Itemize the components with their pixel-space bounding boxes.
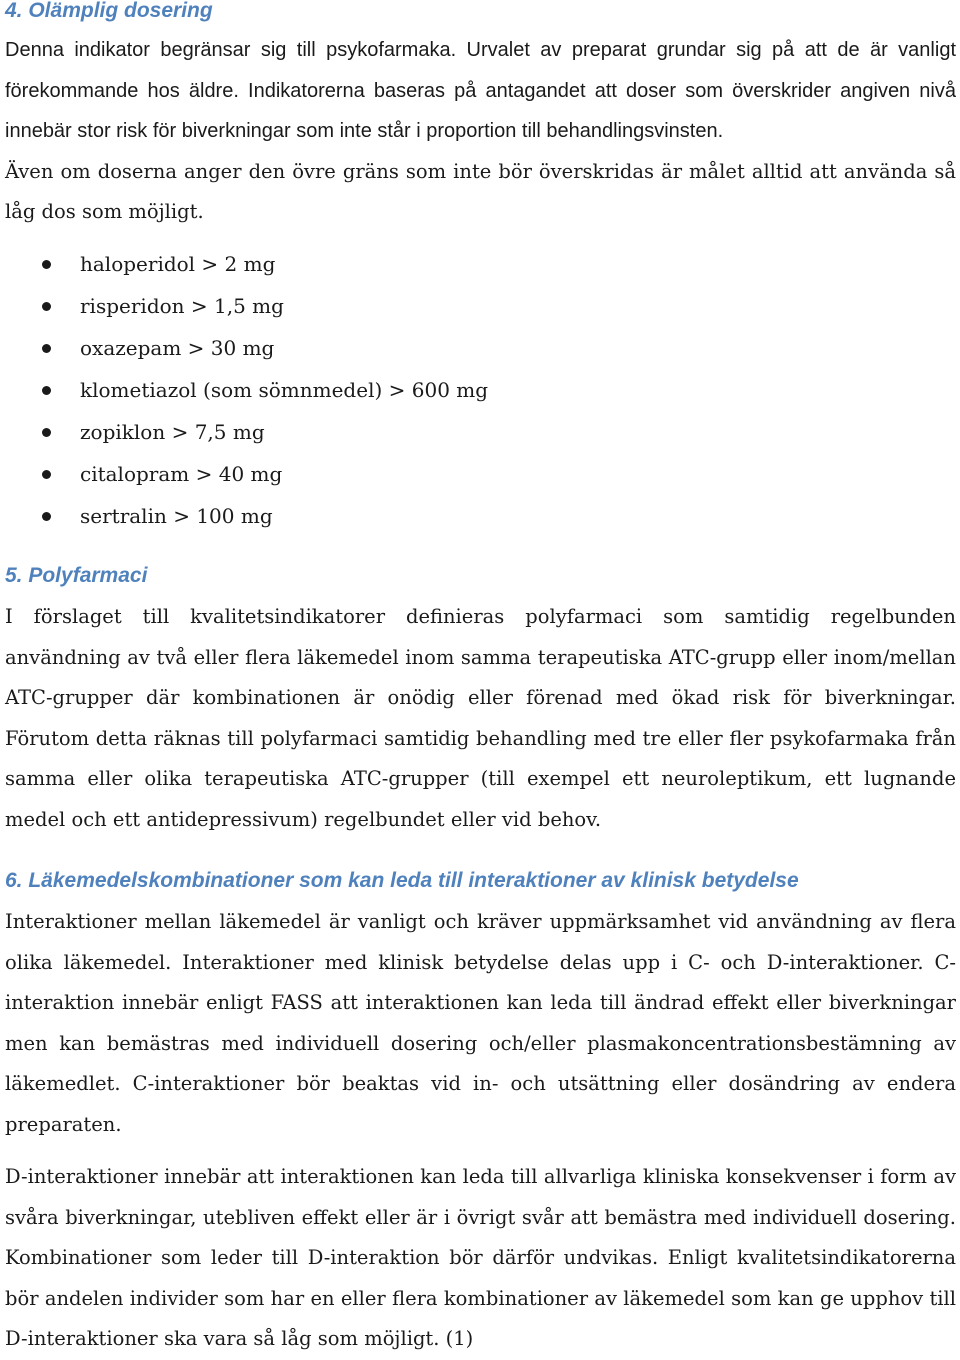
bullet-icon xyxy=(42,386,51,395)
section-4-intro-continued: Även om doserna anger den övre gräns som inte bör överskridas är målet alltid att använda så låg dos som möjligt. xyxy=(5,159,956,223)
list-item-text: oxazepam > 30 mg xyxy=(80,336,275,360)
list-item xyxy=(5,243,956,285)
list-item-text: klometiazol (som sömnmedel) > 600 mg xyxy=(80,378,489,402)
list-item-text: sertralin > 100 mg xyxy=(80,504,273,528)
bullet-icon xyxy=(42,260,51,269)
bullet-icon xyxy=(42,428,51,437)
bullet-icon xyxy=(42,512,51,521)
bullet-icon xyxy=(42,470,51,479)
list-item-text: zopiklon > 7,5 mg xyxy=(80,420,265,444)
list-item-text: citalopram > 40 mg xyxy=(80,462,283,486)
section-6-body-1: Interaktioner mellan läkemedel är vanligt och kräver uppmärksamhet vid användning av flera olika läkemedel. Interaktioner med klinisk betydelse delas upp i C- och D-interaktioner. C-interaktion innebär enligt FASS att interaktionen kan leda till ändrad effekt eller biverkningar men kan bemästras med individuell dosering och/eller plasmakoncentrationsbestämning av läkemedlet. C-interaktioner bör beaktas vid in- och utsättning eller dosändring av endera preparaten. xyxy=(5,910,956,1136)
section-5-heading: 5. Polyfarmaci xyxy=(5,564,148,587)
list-item xyxy=(5,285,956,327)
section-6-body-2: D-interaktioner innebär att interaktionen kan leda till allvarliga kliniska konsekvenser i form av svåra biverkningar, utebliven effekt eller är i övrigt svår att bemästra med individuell dosering. Kombinationer som leder till D-interaktion bör därför undvikas. Enligt kvalitetsindikatorerna bör andelen individer som har en eller flera kombinationer av läkemedel som kan ge upphov till D-interaktioner ska vara så låg som möjligt. (1) xyxy=(5,1165,956,1350)
list-item xyxy=(5,369,956,411)
list-item xyxy=(5,411,956,453)
section-4-heading: 4. Olämplig dosering xyxy=(5,0,213,22)
list-item xyxy=(5,495,956,537)
list-item-text: risperidon > 1,5 mg xyxy=(80,294,284,318)
section-5-body: I förslaget till kvalitetsindikatorer definieras polyfarmaci som samtidig regelbunden användning av två eller flera läkemedel inom samma terapeutiska ATC-grupp eller inom/mellan ATC-grupper där kombinationen är onödig eller förenad med ökad risk för biverkningar. Förutom detta räknas till polyfarmaci samtidig behandling med tre eller fler psykofarmaka från samma eller olika terapeutiska ATC-grupper (till exempel ett neuroleptikum, ett lugnande medel och ett antidepressivum) regelbundet eller vid behov. xyxy=(5,605,956,831)
section-6-heading: 6. Läkemedelskombinationer som kan leda till interaktioner av klinisk betydelse xyxy=(5,869,799,892)
section-4-intro-block xyxy=(5,30,956,233)
bullet-icon xyxy=(42,302,51,311)
list-item xyxy=(5,453,956,495)
list-item-text: haloperidol > 2 mg xyxy=(80,252,276,276)
bullet-icon xyxy=(42,344,51,353)
dose-limit-list xyxy=(5,243,956,537)
section-4-intro: Denna indikator begränsar sig till psykofarmaka. Urvalet av preparat grundar sig på att de är vanligt förekommande hos äldre. Indikatorerna baseras på antagandet att doser som överskrider angiven nivå innebär stor risk för biverkningar som inte står i proportion till behandlingsvinsten. xyxy=(5,39,956,142)
list-item xyxy=(5,327,956,369)
